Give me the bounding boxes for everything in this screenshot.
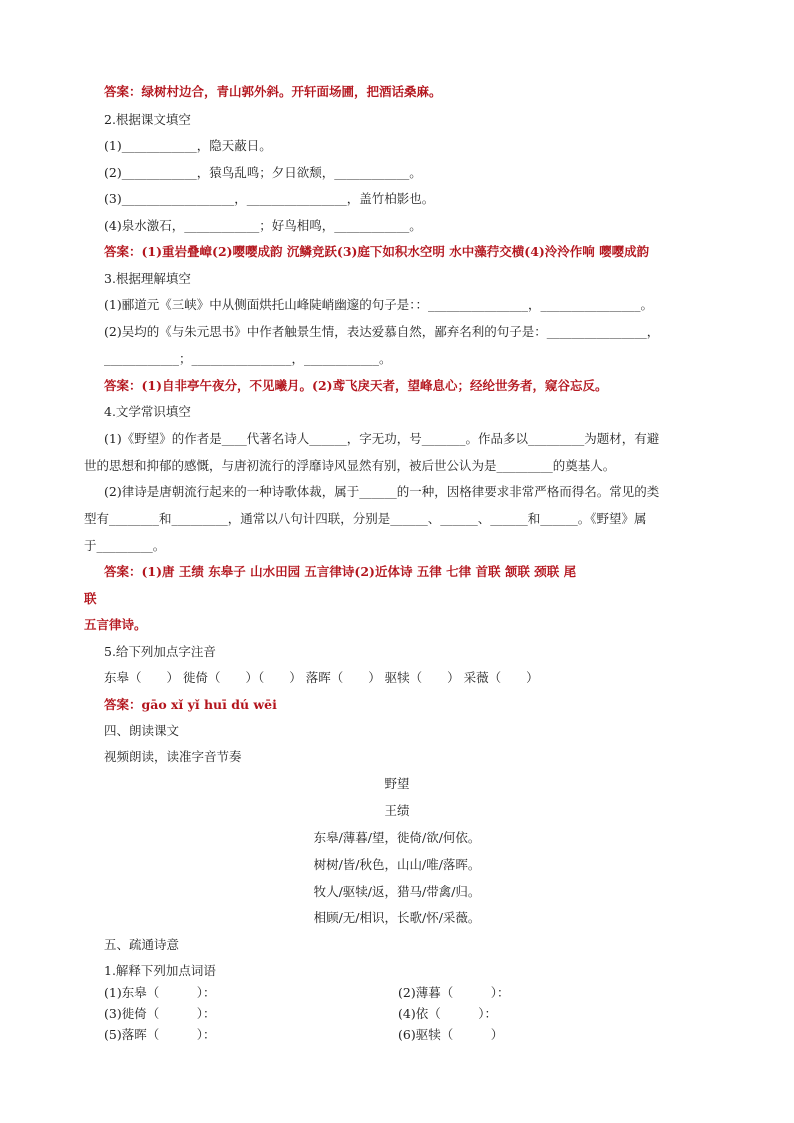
- section-4-title: 4.文学常识填空: [104, 404, 191, 419]
- poem-author: 王绩: [384, 803, 410, 818]
- poem-line: 东皋/薄暮/望，徙倚/欲/何依。: [313, 830, 481, 845]
- answer-1: 答案：绿树村边合，青山郭外斜。开轩面场圃，把酒话桑麻。: [104, 84, 442, 99]
- literature-p2-line3: 于_________。: [84, 538, 166, 553]
- section-2-title: 2.根据课文填空: [104, 112, 191, 127]
- explain-item-2: (2)薄暮（ ）：: [398, 985, 510, 1000]
- fill-blank-3-2-line2: ____________；________________，____________。: [104, 351, 392, 366]
- literature-p2-line1: (2)律诗是唐朝流行起来的一种诗歌体裁，属于______的一种，因格律要求非常严格而得名。常见的类: [104, 484, 660, 499]
- section-5-title: 5.给下列加点字注音: [104, 644, 216, 659]
- pinyin-items: 东皋（ ） 徙倚（ ）（ ） 落晖（ ） 驱犊（ ） 采薇（ ）: [104, 670, 539, 685]
- explain-item-6: (6)驱犊（ ）: [398, 1027, 504, 1042]
- answer-4-line1: 答案：(1)唐 王绩 东皋子 山水田园 五言律诗(2)近体诗 五律 七律 首联 颔联 颈联 尾: [104, 564, 577, 579]
- fill-blank-2-2: (2)____________，猿鸟乱鸣；夕日欲颓，____________。: [104, 165, 422, 180]
- section-3-title: 3.根据理解填空: [104, 271, 191, 286]
- answer-4-line2: 联: [84, 591, 97, 606]
- answer-3: 答案：(1)自非亭午夜分，不见曦月。(2)鸢飞戾天者，望峰息心；经纶世务者，窥谷忘反。: [104, 378, 608, 393]
- poem-line: 牧人/驱犊/返，猎马/带禽/归。: [313, 884, 481, 899]
- literature-p1-line2: 世的思想和抑郁的感慨，与唐初流行的浮靡诗风显然有别，被后世公认为是_________的奠基人。: [84, 458, 616, 473]
- explain-item-1: (1)东皋（ ）：: [104, 985, 216, 1000]
- literature-p2-line2: 型有________和_________，通常以八句计四联，分别是______、______、______和______。《野望》属: [84, 511, 647, 526]
- answer-4-line3: 五言律诗。: [84, 617, 147, 632]
- answer-5: 答案：gāo xǐ yǐ huī dú wēi: [104, 697, 277, 712]
- fill-blank-3-2-line1: (2)吴均的《与朱元思书》中作者触景生情，表达爱慕自然，鄙弃名利的句子是：________________，: [104, 324, 660, 339]
- poem-line: 树树/皆/秋色，山山/唯/落晖。: [313, 857, 481, 872]
- reading-instruction: 视频朗读，读准字音节奏: [104, 749, 242, 764]
- explain-item-5: (5)落晖（ ）：: [104, 1027, 216, 1042]
- fill-blank-2-1: (1)____________，隐天蔽日。: [104, 138, 272, 153]
- fill-blank-2-3: (3)__________________，________________，盖竹柏影也。: [104, 191, 435, 206]
- poem-title: 野望: [384, 776, 410, 791]
- poem-line: 相顾/无/相识，长歌/怀/采薇。: [313, 910, 481, 925]
- reading-heading: 四、朗读课文: [104, 723, 180, 738]
- explain-heading: 五、疏通诗意: [104, 937, 180, 952]
- literature-p1-line1: (1)《野望》的作者是____代著名诗人______，字无功，号_______。作品多以_________为题材，有避: [104, 431, 660, 446]
- fill-blank-2-4: (4)泉水激石，____________；好鸟相鸣，____________。: [104, 218, 422, 233]
- answer-2: 答案：(1)重岩叠嶂(2)嘤嘤成韵 沉鳞竞跃(3)庭下如积水空明 水中藻荇交横(4)泠泠作响 嘤嘤成韵: [104, 244, 650, 259]
- explain-title: 1.解释下列加点词语: [104, 963, 216, 978]
- explain-item-4: (4)依（ ）：: [398, 1006, 497, 1021]
- explain-item-3: (3)徙倚（ ）：: [104, 1006, 216, 1021]
- fill-blank-3-1: (1)郦道元《三峡》中从侧面烘托山峰陡峭幽邃的句子是：：________________，________________。: [104, 297, 653, 312]
